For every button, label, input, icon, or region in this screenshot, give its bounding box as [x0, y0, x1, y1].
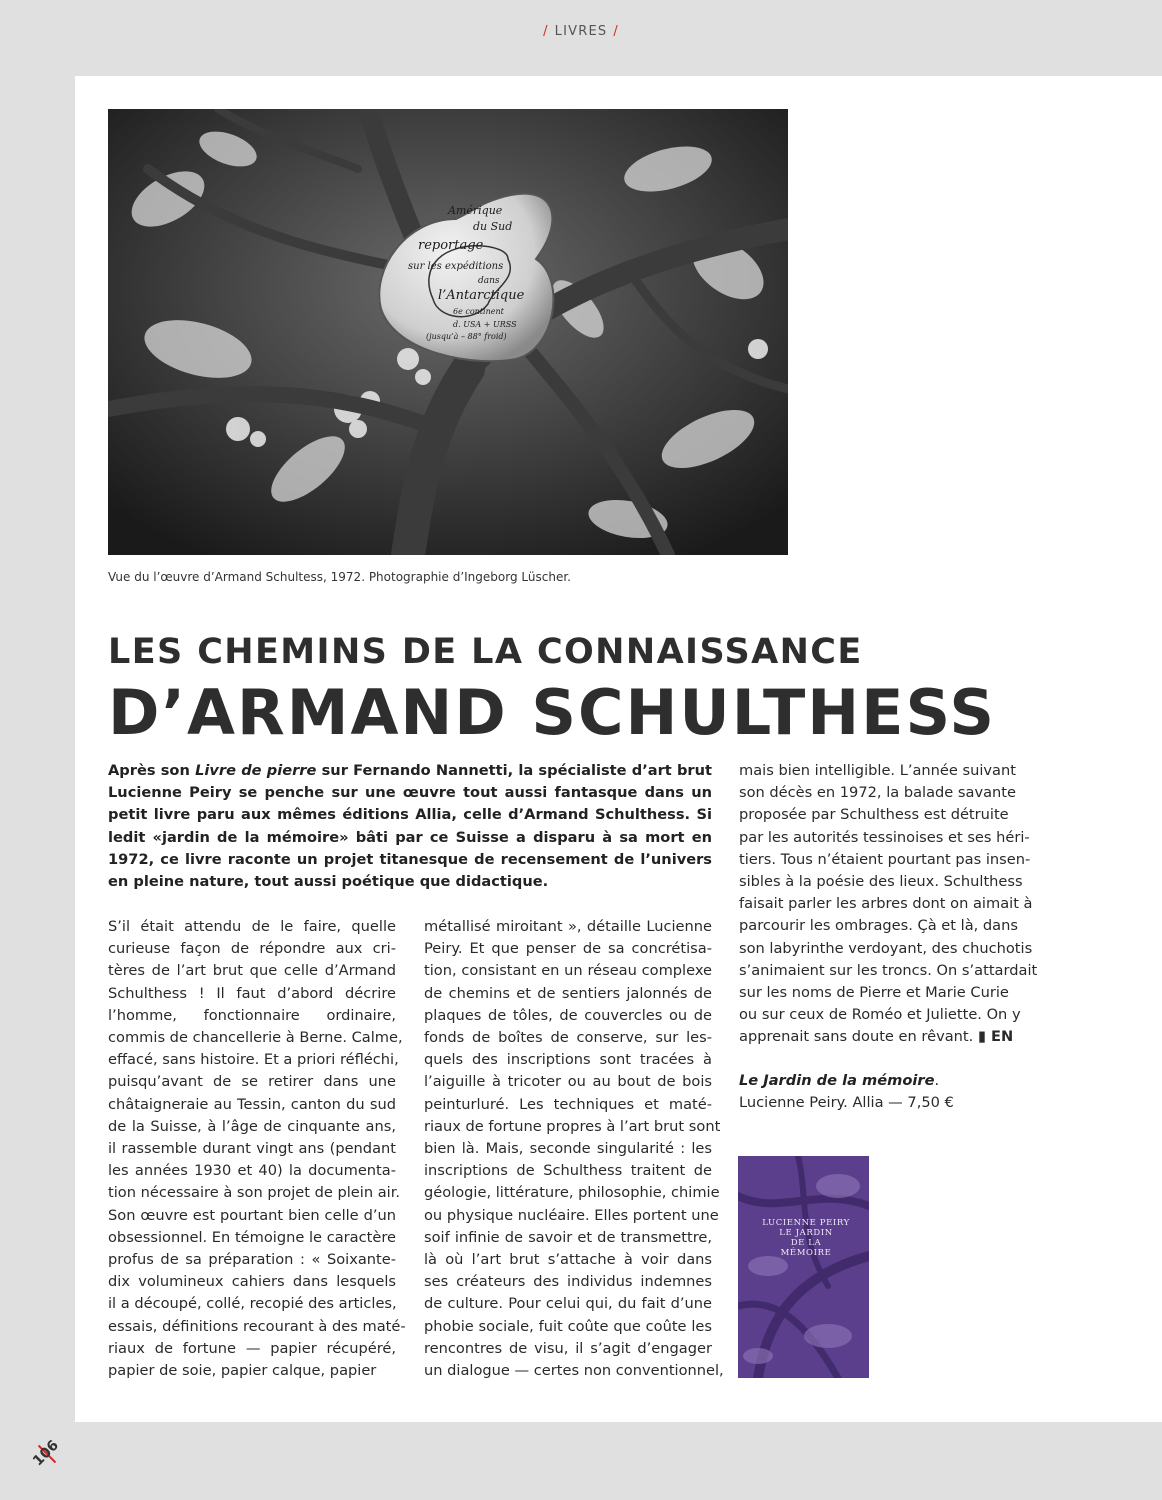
section-label: / LIVRES /	[543, 24, 619, 39]
book-cover	[738, 1156, 869, 1378]
svg-text:du Sud: du Sud	[473, 220, 513, 233]
svg-text:(jusqu’à – 88° froid): (jusqu’à – 88° froid)	[426, 332, 507, 341]
cover-illustration	[738, 1156, 869, 1378]
body-column-1: S’il était attendu de le faire, quelle curieuse façon de répondre aux cri- tères de l’art brut que celle d’Armand Schulthess ! Il faut d’abord décrire l’homme, fonctionnaire ordinaire, commis de chancellerie à Berne. Calme, effacé, sans histoire. Et a priori réfléchi, puisqu’avant de se retirer dans une châtaigneraie au Tessin, canton du sud de la Suisse, à l’âge de cinquante ans, il rassemble durant vingt ans (pendant les années 1930 et 40) la documenta- tion nécessaire à son projet de plein air. Son œuvre est pourtant bien celle d’un obsessionnel. En témoigne le caractère profus de sa préparation : « Soixante- dix volumineux cahiers dans lesquels il a découpé, collé, recopié des articles, essais, définitions recourant à des maté- riaux de fortune — papier récupéré, papier de soie, papier calque, papier	[108, 918, 406, 1380]
book-reference-info: Lucienne Peiry. Allia — 7,50 €	[739, 1094, 954, 1111]
svg-text:l’Antarctique: l’Antarctique	[438, 288, 525, 303]
headline-line-2: D’ARMAND SCHULTHESS	[108, 676, 997, 749]
body-column-2: métallisé miroitant », détaille Lucienne Peiry. Et que penser de sa concrétisa- tion, consistant en un réseau complexe de chemins et de sentiers jalonnés de plaques de tôles, de couvercles ou de fonds de boîtes de conserve, sur les- quels des inscriptions sont tracées à l’aiguille à tricoter ou au bout de bois peinturluré. Les techniques et maté- riaux de fortune propres à l’art brut sont bien là. Mais, seconde singularité : les inscriptions de Schulthess traitent de géologie, littérature, philosophie, chimie ou physique nucléaire. Elles portent une soif infinie de savoir et de transmettre, là où l’art brut s’attache à voir dans ses créateurs des individus indemnes de culture. Pour celui qui, du fait d’une phobie sociale, fuit coûte que coûte les rencontres de visu, il s’agit d’engager un dialogue — certes non conventionnel,	[424, 918, 724, 1380]
article-photo	[108, 109, 788, 555]
body-column-3: mais bien intelligible. L’année suivant son décès en 1972, la balade savante proposée par Schulthess est détruite par les autorités tessinoises et ses héri- tiers. Tous n’étaient pourtant pas insen- sibles à la poésie des lieux. Schulthess faisait parler les arbres dont on aimait à parcourir les ombrages. Çà et là, dans son labyrinthe verdoyant, des chuchotis s’animaient sur les troncs. On s’attardait sur les noms de Pierre et Marie Curie ou sur ceux de Roméo et Juliette. On y apprenait sans doute en rêvant. ▮ EN	[739, 762, 1038, 1046]
end-mark: ▮ EN	[977, 1028, 1014, 1046]
lead-book-title: Livre de pierre	[195, 762, 317, 779]
lead-paragraph: Après son Livre de pierre sur Fernando Nannetti, la spécialiste d’art brut Lucienne Peiry se penche sur une œuvre tout aussi fantasque dans un petit livre paru aux mêmes éditions Allia, celle d’Armand Schulthess. Si ledit «jardin de la mémoire» bâti par ce Suisse a disparu à sa mort en 1972, ce livre raconte un projet titanesque de recensement de l’univers en pleine nature, tout aussi poétique que didactique.	[108, 762, 712, 891]
svg-text:Amérique: Amérique	[448, 204, 503, 217]
svg-text:reportage: reportage	[418, 238, 484, 253]
cover-text: LUCIENNE PEIRY LE JARDIN DE LA MÉMOIRE	[762, 1218, 850, 1258]
page-number: 106	[30, 1437, 62, 1470]
headline-line-1: LES CHEMINS DE LA CONNAISSANCE	[108, 632, 863, 672]
svg-text:d. USA + URSS: d. USA + URSS	[453, 320, 517, 329]
svg-text:dans: dans	[478, 276, 500, 286]
photo-caption: Vue du l’œuvre d’Armand Schultess, 1972. Photographie d’Ingeborg Lüscher.	[108, 570, 571, 584]
svg-text:6e continent: 6e continent	[453, 307, 504, 316]
book-reference-title: Le Jardin de la mémoire.	[739, 1072, 940, 1089]
svg-text:sur les expéditions: sur les expéditions	[408, 261, 504, 272]
tree-gourd-photo	[108, 109, 788, 555]
page-sheet	[75, 76, 1162, 1422]
